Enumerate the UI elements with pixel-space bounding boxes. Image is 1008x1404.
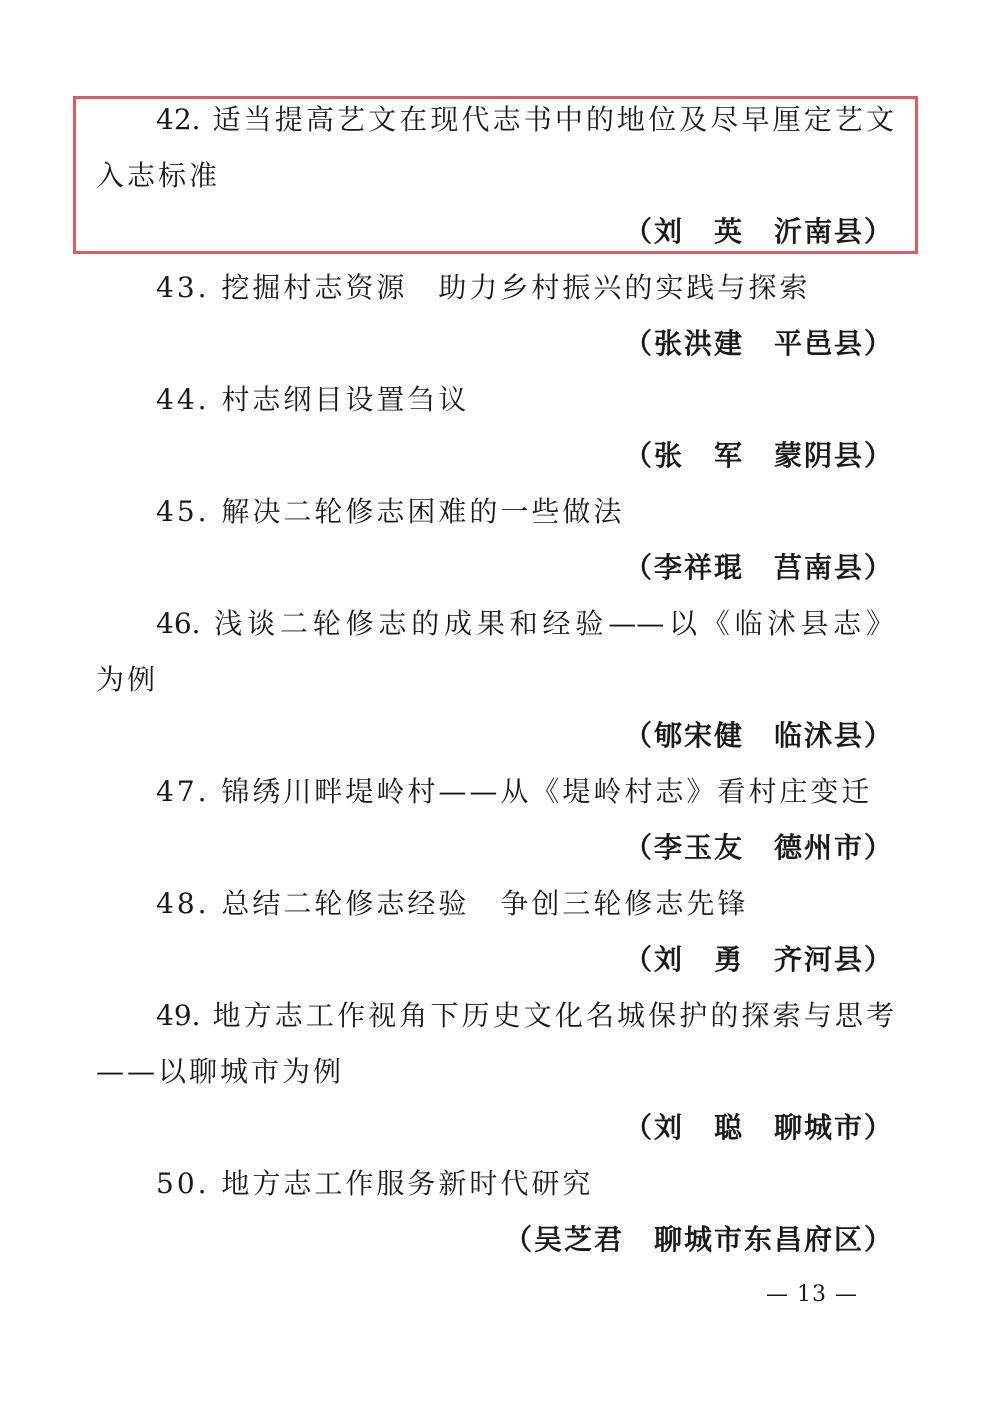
entry-48-title: 48. 总结二轮修志经验 争创三轮修志先锋	[156, 887, 749, 920]
entry-49-author: （刘 聪 聊城市）	[623, 1111, 894, 1144]
entry-46-title-line2: 为例	[96, 663, 159, 696]
entry-49-title-line1: 49. 地方志工作视角下历史文化名城保护的探索与思考	[156, 999, 894, 1032]
entry-44-author: （张 军 蒙阴县）	[623, 439, 894, 472]
entry-49-title-line2: ——以聊城市为例	[96, 1055, 345, 1088]
entry-42-title-line1: 42. 适当提高艺文在现代志书中的地位及尽早厘定艺文	[156, 103, 894, 136]
entry-50-author: （吴芝君 聊城市东昌府区）	[503, 1223, 894, 1256]
entry-48-author: （刘 勇 齐河县）	[623, 943, 894, 976]
entry-46-author: （郇宋健 临沭县）	[623, 719, 894, 752]
entry-43-title: 43. 挖掘村志资源 助力乡村振兴的实践与探索	[156, 271, 811, 304]
entry-45-author: （李祥琨 莒南县）	[623, 551, 894, 584]
entry-42-title-line2: 入志标准	[96, 159, 221, 192]
entry-45-title: 45. 解决二轮修志困难的一些做法	[156, 495, 625, 528]
entry-50-title: 50. 地方志工作服务新时代研究	[156, 1167, 594, 1200]
entry-47-title: 47. 锦绣川畔堤岭村——从《堤岭村志》看村庄变迁	[156, 775, 873, 808]
entry-47-author: （李玉友 德州市）	[623, 831, 894, 864]
entry-44-title: 44. 村志纲目设置刍议	[156, 383, 470, 416]
entry-46-title-line1: 46. 浅谈二轮修志的成果和经验——以《临沭县志》	[156, 607, 894, 640]
entry-43-author: （张洪建 平邑县）	[623, 327, 894, 360]
page-number: — 13 —	[766, 1282, 858, 1307]
entry-42-author: （刘 英 沂南县）	[623, 215, 894, 248]
